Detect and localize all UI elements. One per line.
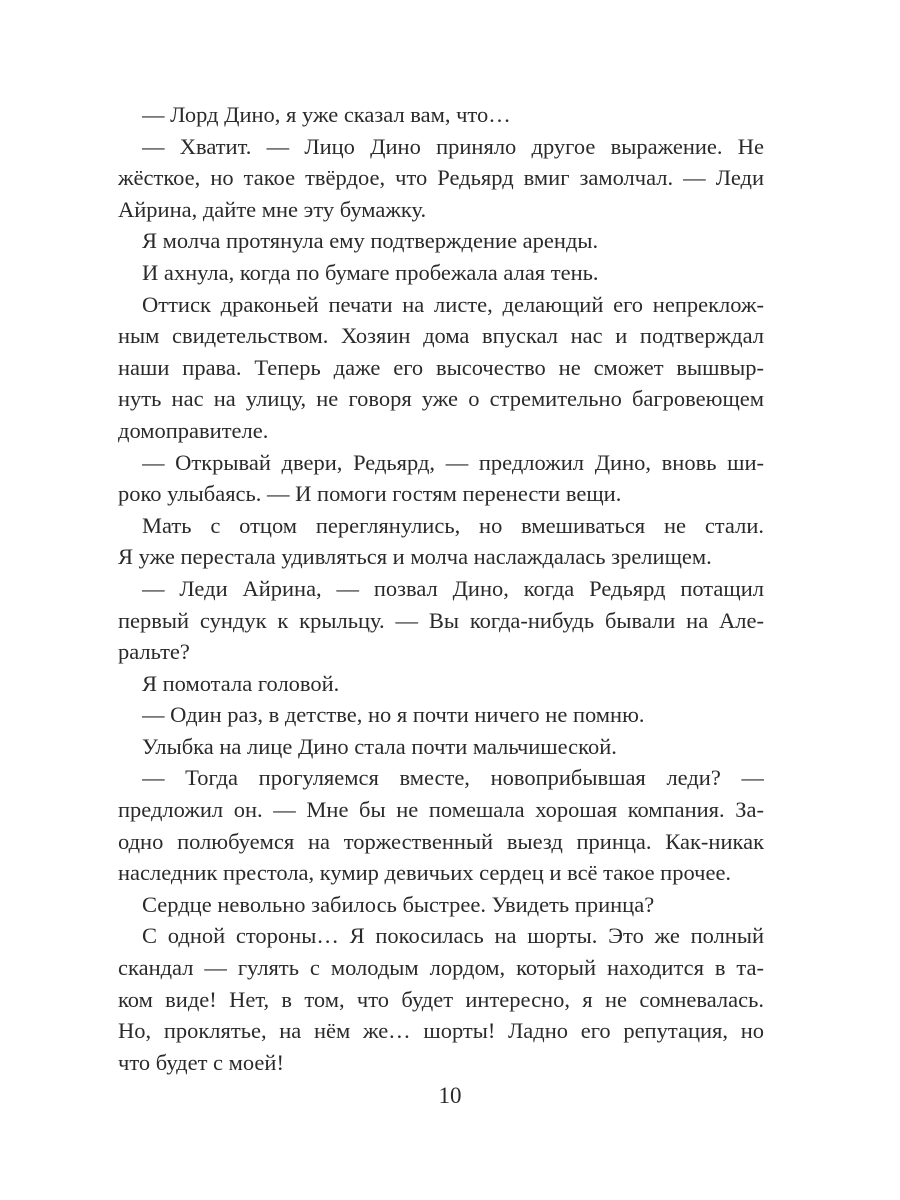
text-line: Я уже перестала удивляться и молча наслаждалась зрелищем.	[118, 544, 712, 570]
paragraph	[142, 889, 764, 921]
text-line: ным свидетельством. Хозяин дома впускал нас и подтверждал	[118, 323, 764, 349]
text-line: скандал — гулять с молодым лордом, который находится в та-	[118, 955, 764, 981]
text-line: Айрина, дайте мне эту бумажку.	[118, 196, 427, 222]
text-line: Мать с отцом переглянулись, но вмешиваться не стали.	[142, 512, 764, 538]
body-text	[118, 99, 764, 1078]
paragraph	[142, 99, 764, 131]
page-number: 10	[438, 1083, 462, 1108]
paragraph	[118, 289, 764, 447]
text-line: И ахнула, когда по бумаге пробежала алая тень.	[142, 259, 599, 285]
text-line: предложил он. — Мне бы не помешала хорошая компания. За-	[118, 797, 764, 823]
paragraph	[118, 510, 764, 573]
text-line: Но, проклятье, на нём же… шорты! Ладно его репутация, но	[118, 1018, 764, 1044]
text-line: — Лорд Дино, я уже сказал вам, что…	[142, 102, 511, 127]
text-line: Оттиск драконьей печати на листе, делающий его непреклож-	[142, 291, 764, 317]
text-line: ком виде! Нет, в том, что будет интересно, я не сомневалась.	[118, 986, 764, 1012]
paragraph	[142, 699, 764, 731]
text-line: Сердце невольно забилось быстрее. Увидеть принца?	[142, 891, 655, 917]
text-line: — Леди Айрина, — позвал Дино, когда Редьярд потащил	[142, 575, 764, 601]
text-line: Я помотала головой.	[142, 670, 340, 696]
paragraph	[142, 668, 764, 700]
text-line: — Тогда прогуляемся вместе, новоприбывшая леди? —	[142, 765, 764, 791]
paragraph	[118, 573, 764, 668]
paragraph	[118, 447, 764, 510]
text-line: ральте?	[118, 639, 190, 665]
text-line: С одной стороны… Я покосилась на шорты. Это же полный	[142, 923, 764, 949]
paragraph	[142, 257, 764, 289]
paragraph	[118, 920, 764, 1078]
paragraph	[142, 225, 764, 257]
paragraph	[142, 731, 764, 763]
text-line: Я молча протянула ему подтверждение аренды.	[142, 228, 599, 254]
paragraph	[118, 131, 764, 226]
text-line: наследник престола, кумир девичьих сердец и всё такое прочее.	[118, 860, 732, 886]
text-line: — Один раз, в детстве, но я почти ничего не помню.	[142, 702, 645, 728]
text-line: Улыбка на лице Дино стала почти мальчишеской.	[142, 733, 617, 759]
text-line: — Хватит. — Лицо Дино приняло другое выражение. Не	[142, 133, 764, 159]
text-line: жёсткое, но такое твёрдое, что Редьярд вмиг замолчал. — Леди	[118, 165, 764, 191]
text-line: нуть нас на улицу, не говоря уже о стремительно багровеющем	[118, 386, 764, 412]
text-line: домоправителе.	[118, 417, 269, 443]
text-line: наши права. Теперь даже его высочество не сможет вышвыр-	[118, 354, 764, 380]
text-line: что будет с моей!	[118, 1049, 284, 1075]
paragraph	[118, 762, 764, 888]
text-line: одно полюбуемся на торжественный выезд принца. Как-никак	[118, 828, 764, 854]
text-line: роко улыбаясь. — И помоги гостям перенести вещи.	[118, 481, 622, 507]
text-line: первый сундук к крыльцу. — Вы когда-нибудь бывали на Але-	[118, 607, 764, 633]
text-line: — Открывай двери, Редьярд, — предложил Дино, вновь ши-	[142, 449, 764, 475]
